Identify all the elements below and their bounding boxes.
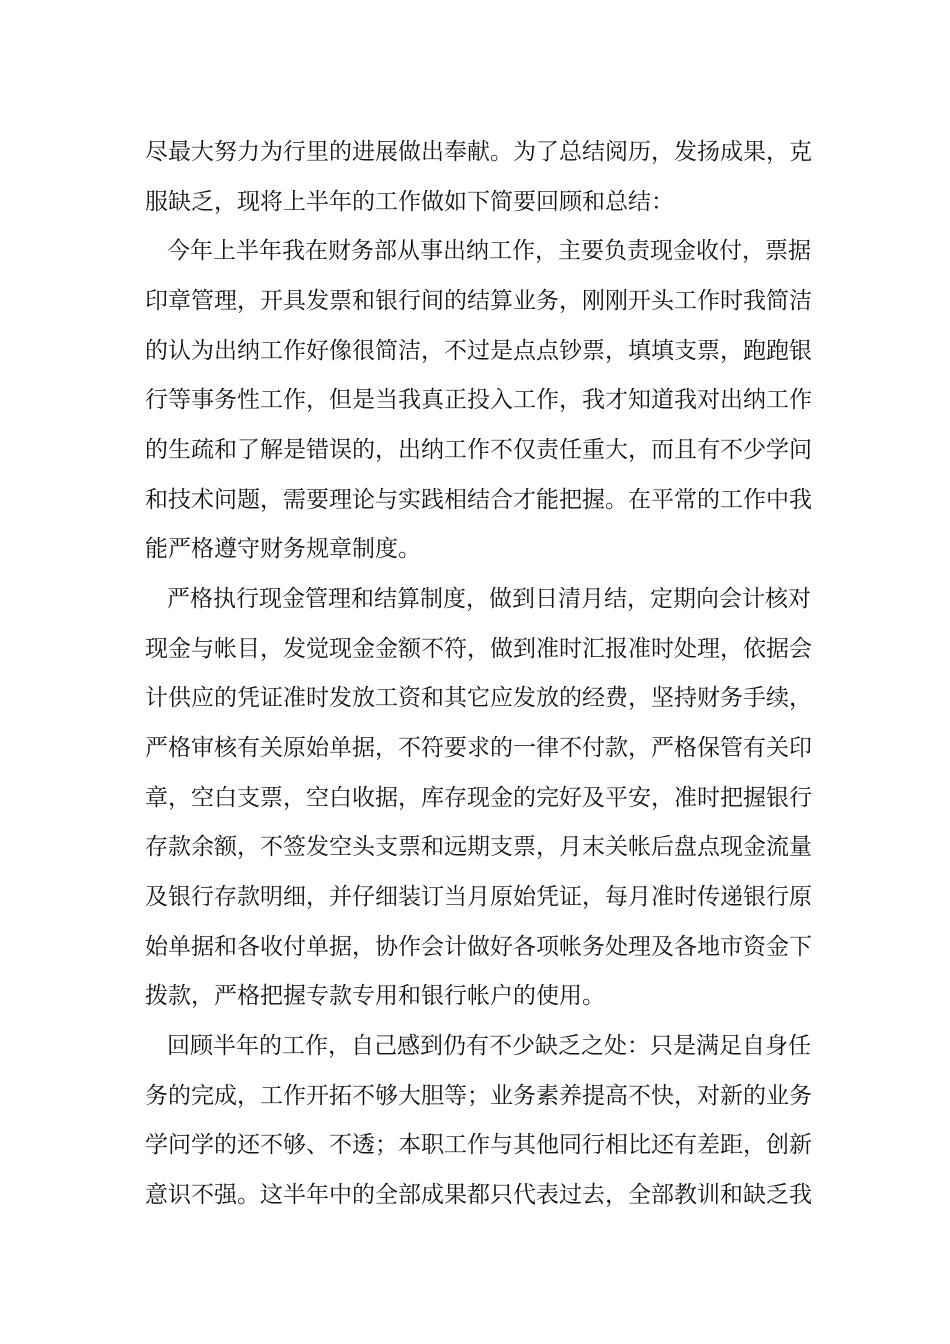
text-line: 及银行存款明细，并仔细装订当月原始凭证，每月准时传递银行原 (145, 884, 812, 910)
text-line: 服缺乏，现将上半年的工作做如下简要回顾和总结： (145, 189, 674, 215)
paragraph-start-line: 今年上半年我在财务部从事出纳工作，主要负责现金收付，票据 (167, 238, 811, 264)
text-line: 始单据和各收付单据，协作会计做好各项帐务处理及各地市资金下 (145, 934, 812, 960)
text-line: 计供应的凭证准时发放工资和其它应发放的经费，坚持财务手续， (145, 685, 812, 711)
text-line: 现金与帐目，发觉现金金额不符，做到准时汇报准时处理，依据会 (145, 636, 812, 662)
text-line: 拨款，严格把握专款专用和银行帐户的使用。 (145, 983, 605, 1009)
text-line: 印章管理，开具发票和银行间的结算业务，刚刚开头工作时我简洁 (145, 288, 812, 314)
text-line: 能严格遵守财务规章制度。 (145, 536, 421, 562)
text-line: 的生疏和了解是错误的，出纳工作不仅责任重大，而且有不少学问 (145, 437, 812, 463)
paragraph-start-line: 回顾半年的工作，自己感到仍有不少缺乏之处：只是满足自身任 (167, 1033, 811, 1059)
text-line: 意识不强。这半年中的全部成果都只代表过去，全部教训和缺乏我 (145, 1182, 812, 1208)
text-line: 章，空白支票，空白收据，库存现金的完好及平安，准时把握银行 (145, 785, 812, 811)
text-line: 存款余额，不签发空头支票和远期支票，月末关帐后盘点现金流量 (145, 834, 812, 860)
paragraph-start-line: 严格执行现金管理和结算制度，做到日清月结，定期向会计核对 (167, 586, 811, 612)
text-line: 的认为出纳工作好像很简洁，不过是点点钞票，填填支票，跑跑银 (145, 338, 812, 364)
text-line: 行等事务性工作，但是当我真正投入工作，我才知道我对出纳工作 (145, 387, 812, 413)
text-line: 尽最大努力为行里的进展做出奉献。为了总结阅历，发扬成果，克 (145, 139, 812, 165)
text-line: 严格审核有关原始单据，不符要求的一律不付款，严格保管有关印 (145, 735, 812, 761)
text-line: 和技术问题，需要理论与实践相结合才能把握。在平常的工作中我 (145, 487, 812, 513)
text-line: 学问学的还不够、不透；本职工作与其他同行相比还有差距，创新 (145, 1132, 812, 1158)
text-line: 务的完成，工作开拓不够大胆等；业务素养提高不快，对新的业务 (145, 1083, 812, 1109)
